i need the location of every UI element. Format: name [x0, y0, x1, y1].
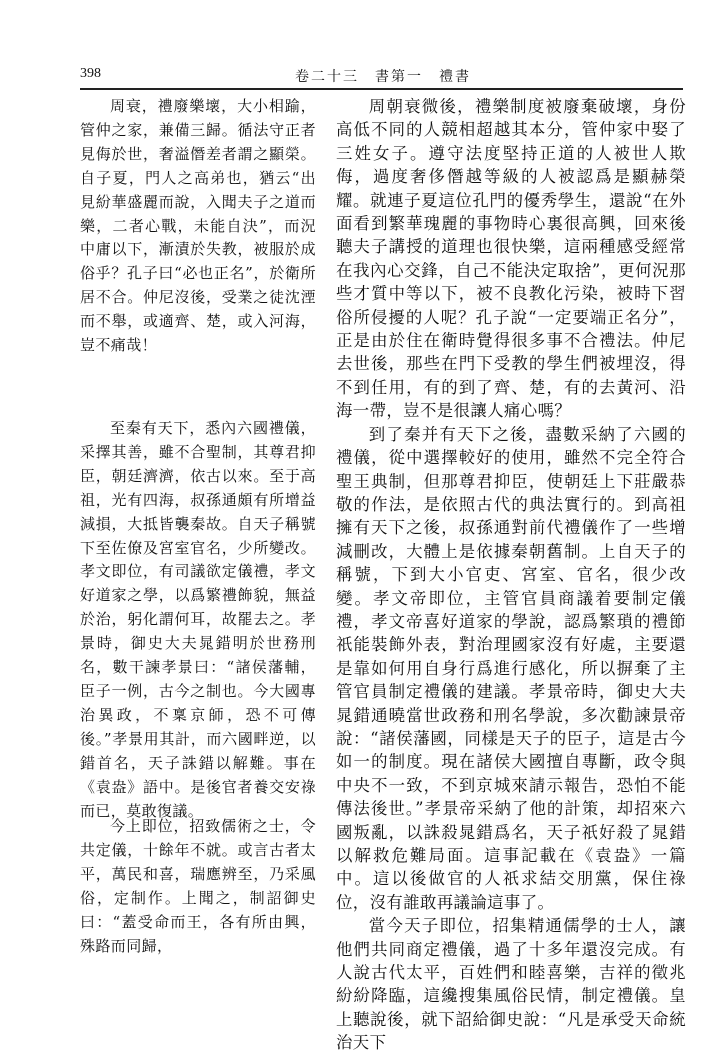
header-rule — [80, 88, 683, 90]
original-text-block-2 — [80, 417, 316, 823]
translation-paragraph: 到了秦并有天下之後，盡數采納了六國的禮儀，從中選擇較好的使用，雖然不完全符合聖王典制，但那尊君抑臣，使朝廷上下莊嚴恭敬的作法，是依照古代的典法實行的。到高祖擁有天下之後，叔孫通對前代禮儀作了一些增減刪改，大體上是依據秦朝舊制。上自天子的稱號，下到大小官吏、宮室、官名，很少改變。孝文帝即位，主管官員商議着要制定儀禮，孝文帝喜好道家的學說，認爲繁瑣的禮節祇能裝飾外表，對治理國家沒有好處，主要還是靠如何用自身行爲進行感化，所以摒棄了主管官員制定禮儀的建議。孝景帝時，御史大夫晁錯通曉當世政務和刑名學說，多次勸諫景帝說：“諸侯藩國，同樣是天子的臣子，這是古今如一的制度。現在諸侯大國擅自專斷，政令與中央不一致，不到京城來請示報告，恐怕不能傳法後世。”孝景帝采納了他的計策，却招來六國叛亂，以誅殺晁錯爲名，天子祇好殺了晁錯以解救危難局面。這事記載在《袁盎》一篇中。這以後做官的人祇求結交朋黨，保住祿位，沒有誰敢再議論這事了。 — [336, 424, 686, 912]
original-paragraph: 至秦有天下，悉內六國禮儀，采擇其善，雖不合聖制，其尊君抑臣，朝廷濟濟，依古以來。至于高祖，光有四海，叔孫通頗有所增益減損，大抵皆襲秦故。自天子稱號下至佐僚及宮室官名，少所變改。孝文即位，有司議欲定儀禮，孝文好道家之學，以爲繁禮飾貌，無益於治，躬化謂何耳，故罷去之。孝景時，御史大夫晁錯明於世務刑名，數干諫孝景曰：“諸侯藩輔，臣子一例，古今之制也。今大國專治異政，不稟京師，恐不可傳後。”孝景用其計，而六國畔逆，以錯首名，天子誅錯以解難。事在《袁盎》語中。是後官者養交安祿而已，莫敢復議。 — [80, 419, 316, 820]
translation-column — [336, 95, 686, 1055]
original-text-block-3 — [80, 815, 316, 958]
page-number: 398 — [80, 66, 101, 81]
original-paragraph: 今上即位，招致儒術之士，令共定儀，十餘年不就。或言古者太平，萬民和喜，瑞應辨至，乃采風俗，定制作。上聞之，制詔御史曰：“蓋受命而王，各有所由興，殊路而同歸， — [80, 817, 316, 955]
running-title: 卷二十三 書第一 禮書 — [295, 69, 471, 85]
translation-paragraph: 當今天子即位，招集精通儒學的士人，讓他們共同商定禮儀，過了十多年還沒完成。有人說古代太平，百姓們和睦喜樂，吉祥的徵兆紛紛降臨，這纔搜集風俗民情，制定禮儀。皇上聽說後，就下詔給御史說：“凡是承受天命統治天下 — [336, 916, 686, 1053]
original-paragraph: 周衰，禮廢樂壞，大小相踰，管仲之家，兼備三歸。循法守正者見侮於世，奢溢僭差者謂之顯榮。自子夏，門人之高弟也，猶云“出見紛華盛麗而說，入聞夫子之道而樂，二者心戰，未能自決”，而況中庸以下，漸漬於失教，被服於成俗乎？孔子曰“必也正名”，於衛所居不合。仲尼沒後，受業之徒沈湮而不舉，或適齊、楚，或入河海，豈不痛哉！ — [80, 97, 316, 355]
page-header — [80, 66, 680, 88]
translation-paragraph: 周朝衰微後，禮樂制度被廢棄破壞，身份高低不同的人競相超越其本分，管仲家中娶了三姓女子。遵守法度堅持正道的人被世人欺侮，過度奢侈僭越等級的人被認爲是顯赫榮耀。就連子夏這位孔門的優秀學生，還說“在外面看到繁華瑰麗的事物時心裏很高興，回來後聽夫子講授的道理也很快樂，這兩種感受經常在我內心交鋒，自己不能決定取捨”，更何況那些才質中等以下，被不良教化污染，被時下習俗所侵擾的人呢？孔子說“一定要端正名分”，正是由於住在衛時覺得很多事不合禮法。仲尼去世後，那些在門下受教的學生們被埋沒，得不到任用，有的到了齊、楚，有的去黃河、沿海一帶，豈不是很讓人痛心嗎？ — [336, 97, 686, 421]
original-text-block-1 — [80, 95, 316, 358]
